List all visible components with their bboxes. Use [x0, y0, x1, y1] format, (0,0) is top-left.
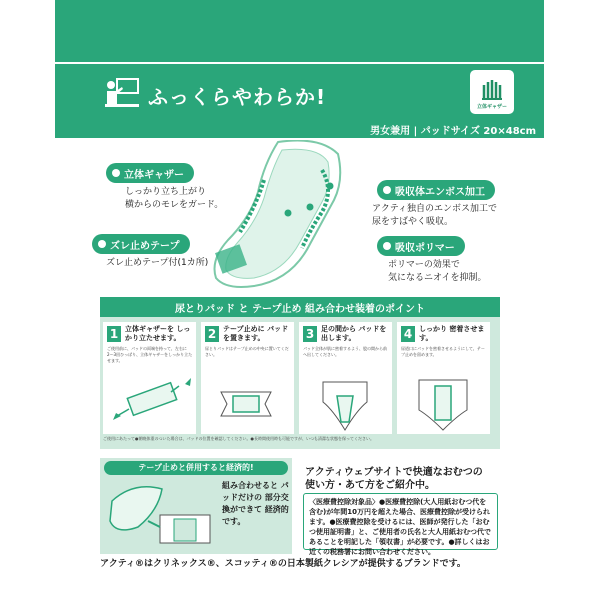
combo-title: 尿とりパッド と テープ止め 組み合わせ装着のポイント	[175, 304, 425, 315]
feature-tape-desc: ズレ止めテープ付(1カ所)	[106, 258, 209, 268]
step-desc: パッド全体が肌に密着するよう、股の間から前へ出してください。	[303, 346, 387, 357]
bullet-icon	[383, 242, 391, 250]
page-title: ふっくらやわらか!	[148, 85, 327, 109]
website-title-line2: 使い方・あて方をご紹介中。	[305, 480, 435, 491]
size-bar	[55, 120, 544, 138]
medical-deduction-box: 〈医療費控除対象品〉●医療費控除(大人用紙おむつ代を含む)が年間10万円を超えた場合、医療費控除が受けられます。●医療費控除を受けるには、医師が発行した「おむつ使用証明書」と、ご使用者の氏名と大人用紙おむつ代であることを明記した「領収書」が必要です。●詳しくはお近くの税務署にお問い合わせください。	[303, 493, 498, 550]
step-3	[299, 322, 392, 434]
step-label: 足の間から パッドを出します。	[321, 325, 387, 342]
step-2	[201, 322, 294, 434]
feature-emboss-label: 吸収体エンボス加工	[377, 180, 495, 200]
step-number: 1	[107, 326, 121, 342]
feature-gather-label: 立体ギャザー	[106, 163, 194, 183]
gather-badge-label: 立体ギャザー	[476, 104, 507, 110]
step-label: しっかり 密着させます。	[419, 325, 485, 342]
brand-footer: アクティ®はクリネックス®、スコッティ®の日本製紙クレシアが提供するブランドです。	[100, 559, 466, 569]
feature-emboss-desc: アクティ独自のエンボス加工で 尿をすばやく吸収。	[372, 204, 498, 227]
step-desc: ご使用前に、パッドの両端を持って、左右に2〜3回ひっぱり、立体ギャザーをしっかり立たせます。	[107, 346, 193, 363]
step-desc: 尿道口にパッドを密着させるようにして、テープ止めを留めます。	[401, 346, 485, 357]
step-1	[103, 322, 196, 434]
gather-icon	[480, 75, 504, 101]
bullet-icon	[98, 240, 106, 248]
pad-stretch-illustration	[107, 376, 192, 431]
bullet-icon	[383, 186, 391, 194]
feature-polymer-label: 吸収ポリマー	[377, 236, 465, 256]
pad-and-diaper-illustration	[104, 477, 219, 552]
step-4	[397, 322, 490, 434]
combo-note: ご使用にあたって●朝晩体重のついた場合は、パッドの位置を確認してください。●長時間使用時も可能ですが、いつも清潔な状態を保ってください。	[103, 436, 374, 441]
economy-heading: テープ止めと併用すると経済的!	[104, 461, 288, 475]
feature-gather-desc: しっかり立ち上がり 横からのモレをガード。	[125, 187, 224, 210]
website-title-line1: アクティウェブサイトで快適なおむつの	[305, 467, 483, 478]
pad-illustration	[210, 140, 370, 290]
pad-fit-illustration	[401, 376, 486, 431]
size-text: 男女兼用 | パッドサイズ 20×48cm	[370, 126, 536, 137]
gather-badge	[470, 70, 514, 114]
feature-polymer-desc: ポリマーの効果で 気になるニオイを抑制。	[388, 260, 487, 283]
economy-text: 組み合わせると パッドだけの 部分交換ができて 経済的です。	[222, 481, 289, 526]
step-number: 2	[205, 326, 219, 342]
step-desc: 尿とりパッドはテープ止めの中央に置いてください。	[205, 346, 289, 357]
step-number: 3	[303, 326, 317, 342]
bullet-icon	[112, 169, 120, 177]
pad-through-illustration	[303, 376, 388, 431]
feature-tape-label: ズレ止めテープ	[92, 234, 190, 254]
presenter-icon	[105, 77, 139, 107]
step-number: 4	[401, 326, 415, 342]
top-band	[55, 0, 544, 62]
step-label: 立体ギャザーを しっかり立たせます。	[125, 325, 191, 342]
step-label: テープ止めに パッドを置きます。	[223, 325, 289, 342]
pad-place-illustration	[205, 376, 290, 431]
